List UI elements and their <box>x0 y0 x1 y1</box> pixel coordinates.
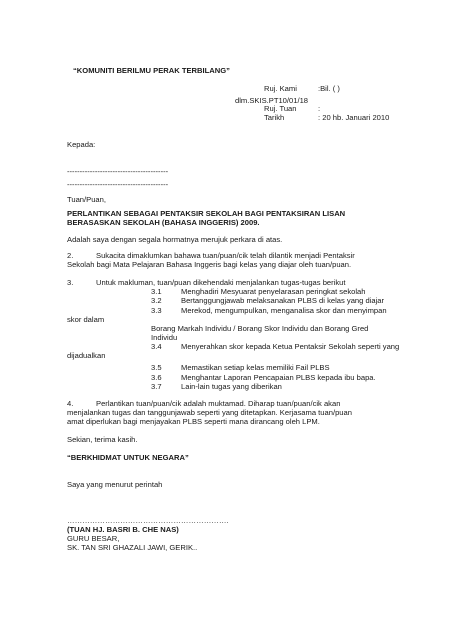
signature-line: ………………………………………………………. <box>67 516 229 525</box>
task-number: 3.6 <box>151 373 162 382</box>
paragraph-3-line-1: Untuk makluman, tuan/puan dikehendaki menjalankan tugas-tugas berikut <box>96 278 346 287</box>
task-number: 3.2 <box>151 296 162 305</box>
task-number: 3.1 <box>151 287 162 296</box>
paragraph-4-line-3: amat diperlukan bagi menjayakan PLBS seperti mana dirancang oleh LPM. <box>67 417 320 426</box>
signatory-title: GURU BESAR, <box>67 534 120 543</box>
task-number: 3.7 <box>151 382 162 391</box>
paragraph-4-number: 4. <box>67 399 74 408</box>
paragraph-4-line-1: Perlantikan tuan/puan/cik adalah muktamad. Diharap tuan/puan/cik akan <box>96 399 341 408</box>
subject-line-2: BERASASKAN SEKOLAH (BAHASA INGGERIS) 2009. <box>67 218 260 227</box>
slogan: “BERKHIDMAT UNTUK NEGARA” <box>67 453 189 462</box>
task-text: Menyerahkan skor kepada Ketua Pentaksir Sekolah seperti yang <box>181 342 400 351</box>
task-number: 3.4 <box>151 342 162 351</box>
task-text: Lain-lain tugas yang diberikan <box>181 382 282 391</box>
paragraph-3-number: 3. <box>67 278 74 287</box>
closing: Sekian, terima kasih. <box>67 435 138 444</box>
task-text: Menghadiri Mesyuarat penyelarasan peringkat sekolah <box>181 287 366 296</box>
task-text: Bertanggungjawab melaksanakan PLBS di kelas yang diajar <box>181 296 385 305</box>
paragraph-2-line-1: Sukacita dimaklumkan bahawa tuan/puan/cik telah dilantik menjadi Pentaksir <box>96 251 355 260</box>
borang-line-1: Borang Markah Individu / Borang Skor Individu dan Borang Gred <box>151 324 369 333</box>
intro-paragraph: Adalah saya dengan segala hormatnya merujuk perkara di atas. <box>67 235 283 244</box>
recipient-line-1: ---------------------------------------- <box>67 167 169 176</box>
motto: “KOMUNITI BERILMU PERAK TERBILANG” <box>73 66 230 75</box>
tarikh-label: Tarikh <box>264 113 285 122</box>
paragraph-2-number: 2. <box>67 251 74 260</box>
file-reference: dlm.SKIS.PT10/01/18 <box>235 96 309 105</box>
task-text: Merekod, mengumpulkan, menganalisa skor dan menyimpan <box>181 306 387 315</box>
ruj-tuan-label: Ruj. Tuan <box>264 104 297 113</box>
kepada-label: Kepada: <box>67 140 96 149</box>
borang-line-2: Individu <box>151 333 178 342</box>
paragraph-4-line-2: menjalankan tugas dan tanggunjawab seperti yang ditetapkan. Kerjasama tuan/puan <box>67 408 352 417</box>
task-number: 3.5 <box>151 363 162 372</box>
ruj-kami-value: :Bil. ( ) <box>318 84 340 93</box>
obedient-line: Saya yang menurut perintah <box>67 480 163 489</box>
recipient-line-2: ---------------------------------------- <box>67 180 169 189</box>
ruj-tuan-value: : <box>318 104 321 113</box>
tarikh-value: : 20 hb. Januari 2010 <box>318 113 390 122</box>
task-text: Memastikan setiap kelas memiliki Fail PLBS <box>181 363 330 372</box>
paragraph-2-line-2: Sekolah bagi Mata Pelajaran Bahasa Inggeris bagi kelas yang diajar oleh tuan/puan. <box>67 260 352 269</box>
dijadualkan: dijadualkan <box>67 351 106 360</box>
signatory-name: (TUAN HJ. BASRI B. CHE NAS) <box>67 525 179 534</box>
skor-dalam: skor dalam <box>67 315 105 324</box>
task-text: Menghantar Laporan Pencapaian PLBS kepada ibu bapa. <box>181 373 376 382</box>
subject-line-1: PERLANTIKAN SEBAGAI PENTAKSIR SEKOLAH BAGI PENTAKSIRAN LISAN <box>67 209 346 218</box>
school-name: SK. TAN SRI GHAZALI JAWI, GERIK.. <box>67 543 198 552</box>
ruj-kami-label: Ruj. Kami <box>264 84 297 93</box>
task-number: 3.3 <box>151 306 162 315</box>
salutation: Tuan/Puan, <box>67 195 106 204</box>
